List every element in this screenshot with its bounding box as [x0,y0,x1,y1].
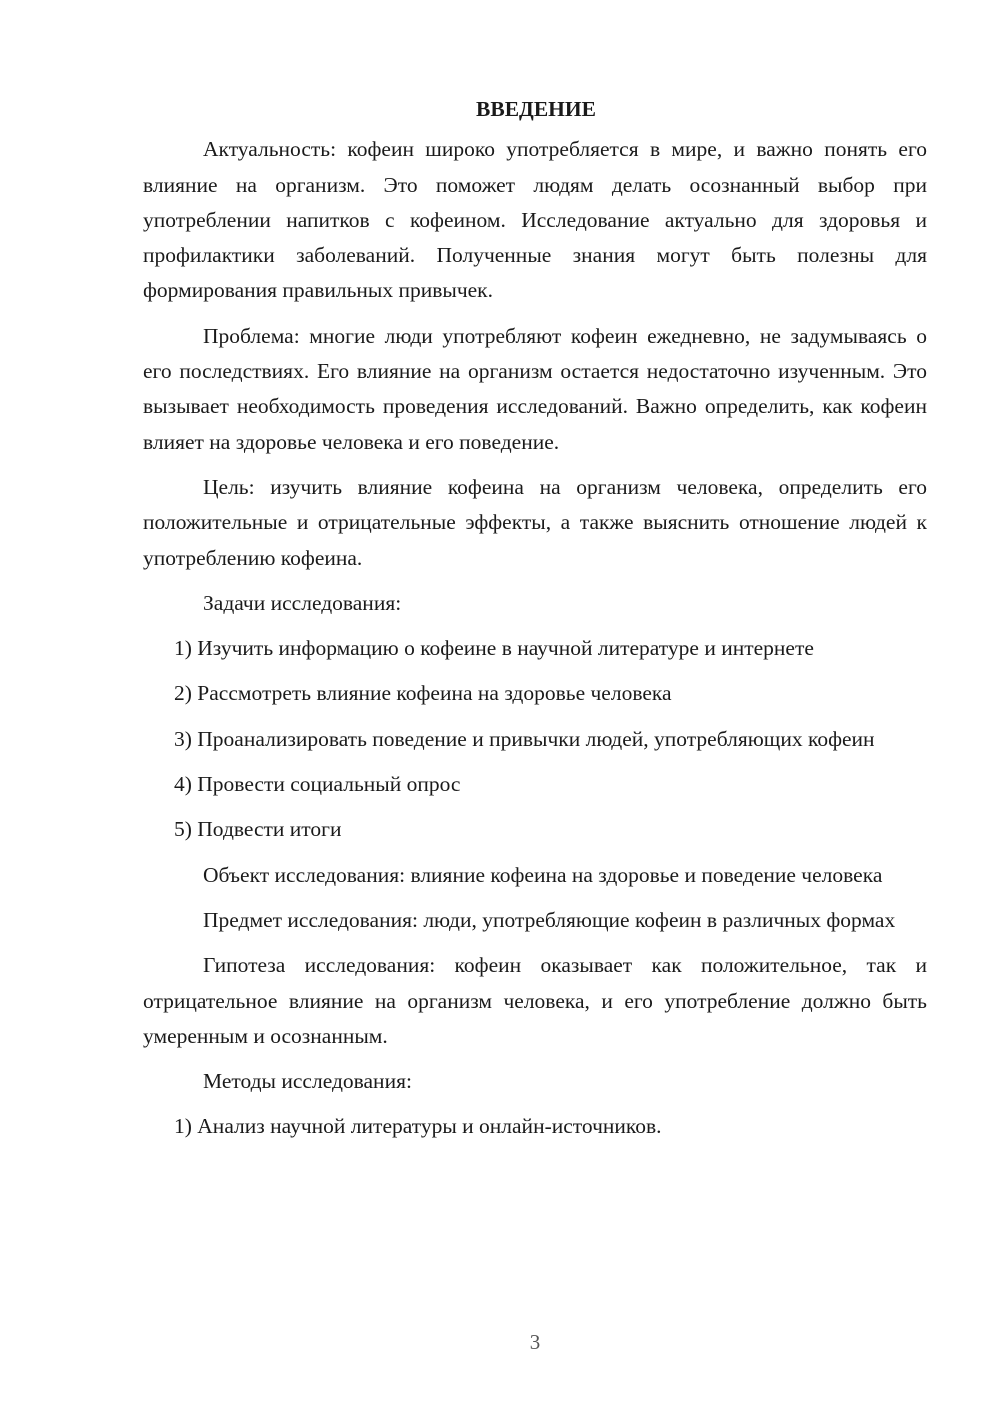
task-item: 1) Изучить информацию о кофеине в научной литературе и интернете [174,636,814,661]
task-item: 2) Рассмотреть влияние кофеина на здоровье человека [174,681,672,706]
tasks-heading: Задачи исследования: [203,590,402,615]
goal-paragraph: Цель: изучить влияние кофеина на организм человека, определить его положительные и отрицательные эффекты, а также выяснить отношение людей к употреблению кофеина. [143,474,927,570]
page-content [143,92,927,1155]
task-item: 3) Проанализировать поведение и привычки людей, употребляющих кофеин [174,726,875,751]
problem-paragraph: Проблема: многие люди употребляют кофеин ежедневно, не задумываясь о его последствиях. Его влияние на организм остается недостаточно изученным. Это вызывает необходимость проведения исследований. Важно определить, как кофеин влияет на здоровье человека и его поведение. [143,323,927,454]
task-item: 4) Провести социальный опрос [174,772,461,797]
object-paragraph: Объект исследования: влияние кофеина на здоровье и поведение человека [203,862,883,887]
task-item: 5) Подвести итоги [174,817,342,842]
page-number: 3 [529,1330,541,1354]
methods-heading: Методы исследования: [203,1069,412,1094]
hypothesis-paragraph: Гипотеза исследования: кофеин оказывает как положительное, так и отрицательное влияние на организм человека, и его употребление должно быть умеренным и осознанным. [143,953,927,1048]
relevance-paragraph: Актуальность: кофеин широко употребляется в мире, и важно понять его влияние на организм. Это поможет людям делать осознанный выбор при употреблении напитков с кофеином. Исследование актуально для здоровья и профилактики заболеваний. Полученные знания могут быть полезны для формирования правильных привычек. [143,137,927,303]
method-item: 1) Анализ научной литературы и онлайн-источников. [174,1114,662,1139]
subject-paragraph: Предмет исследования: люди, употребляющие кофеин в различных формах [203,907,896,932]
section-title: ВВЕДЕНИЕ [476,97,596,121]
